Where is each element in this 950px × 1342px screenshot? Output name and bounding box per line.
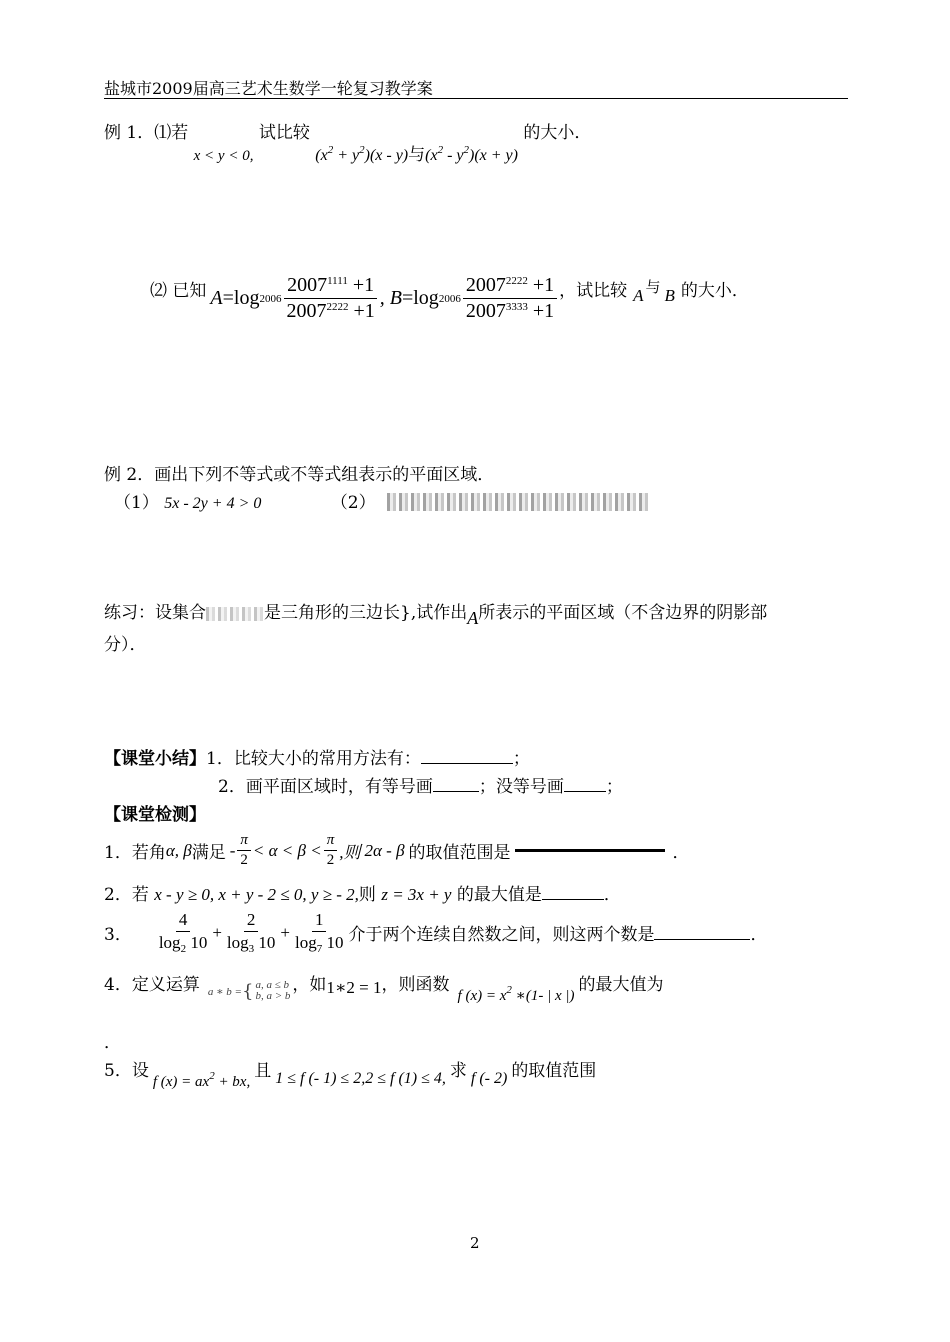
q4-function: f $(x) = x^2$ ∗(1- | x |)	[457, 984, 575, 1004]
fraction-2: $\frac{2007^{2222} +1}{2007^{3333} +1}$	[463, 274, 557, 323]
expr-b: $(x^2 - y^2)(x + y)$	[425, 144, 518, 164]
q4-example: 1∗2 = 1	[326, 978, 382, 997]
q4-definition: a ∗ b = { a, a ≤ b b, a > b	[207, 979, 291, 1002]
question-5: 5． 设 f $(x) = ax^2$ + bx, 且 1 ≤ f (- 1) ≤ 2,2 ≤ f (1) ≤ 4, 求 f (- 2) 的取值范围	[104, 1061, 597, 1090]
var-B: B	[664, 286, 675, 305]
var-A-practice: A	[467, 608, 479, 628]
q3-frac-2: $\frac{2}{\log_3 10}$	[226, 910, 276, 955]
page-number: 2	[470, 1234, 480, 1252]
q2-answer-blank	[542, 899, 604, 900]
condition-expr: x < y < 0,	[193, 148, 254, 164]
summary-blank-2	[433, 791, 479, 792]
yu-text: 与	[408, 145, 426, 165]
item1-expr: 5x - 2y + 4 > 0	[164, 495, 262, 512]
q3-frac-3: $\frac{1}{\log_7 10}$	[294, 910, 344, 955]
part2-suffix: 的大小．	[680, 281, 749, 301]
example2-label: 例 2．画出下列不等式或不等式组表示的平面区域．	[104, 465, 495, 485]
summary-line2: 2．画平面区域时，有等号画 ；没等号画 ；	[218, 777, 623, 797]
question-1: 1． 若角 α, β 满足 - $\frac{\pi}{2}$ < α < β < $\frac{\pi}{2}$ ,则 2α - β 的取值范围是 ．	[104, 832, 690, 869]
header-divider	[104, 98, 848, 99]
var-A: A	[633, 286, 644, 305]
example1-part2	[150, 272, 749, 323]
part2-yu: 与	[645, 278, 661, 296]
summary-blank-1	[421, 763, 513, 764]
part1-prefix: ⑴若	[154, 123, 189, 143]
q1-answer-line	[515, 849, 665, 852]
item2-inequality-system-image	[387, 493, 649, 511]
q5-condition: 1 ≤ f (- 1) ≤ 2,2 ≤ f (1) ≤ 4,	[275, 1070, 446, 1087]
fraction-1: $\frac{2007^{1111} +1}{2007^{2222} +1}$	[283, 274, 377, 323]
summary-heading: 【课堂小结】	[104, 749, 206, 769]
question-2: 2．若 x - y ≥ 0, x + y - 2 ≤ 0, y ≥ - 2,则 z = 3x + y 的最大值是 ．	[104, 885, 621, 905]
part1-suffix: 的大小．	[523, 123, 592, 143]
item1-no: （1）	[114, 493, 159, 513]
practice-line2: 分）．	[104, 635, 147, 655]
practice-line1: 练习：设集合 是三角形的三边长},试作出A所表示的平面区域（不含边界的阴影部	[104, 603, 768, 628]
part2-prefix: ⑵ 已知	[150, 281, 207, 301]
set-definition-image	[206, 607, 264, 621]
q1-expr: 2α - β	[364, 840, 405, 860]
q5-function: f $(x) = ax^2$ + bx,	[152, 1070, 251, 1090]
part1-mid: 试比较	[258, 123, 310, 143]
question-3: 3． $\frac{4}{\log_2 10}$ + $\frac{2}{\log_3 10}$ + $\frac{1}{\log_7 10}$ 介于两个连续自然数之间，则这两个数是 ．	[104, 910, 768, 955]
example1-label: 例 1．	[104, 123, 155, 143]
q1-alpha-beta: α, β	[165, 840, 192, 860]
page-header-title: 盐城市2009届高三艺术生数学一轮复习教学案	[104, 79, 433, 98]
q2-objective: z = 3x + y	[381, 885, 452, 904]
q3-answer-blank	[654, 939, 750, 940]
expr-a: $(x^2 + y^2)(x - y)$	[315, 144, 409, 164]
example1-part1	[104, 118, 592, 165]
check-heading: 【课堂检测】	[104, 805, 206, 825]
summary-blank-3	[564, 791, 606, 792]
q2-constraints: x - y ≥ 0, x + y - 2 ≤ 0, y ≥ - 2,	[154, 885, 359, 904]
log-expr-A: A =log 2006 $\frac{2007^{1111} +1}{2007^{2222} +1}$ , B =log 2006 $\frac{2007^{2222} +1}{2007^{3333} +1}$	[210, 274, 559, 323]
q1-pi-over-2-right: $\frac{\pi}{2}$	[324, 832, 338, 870]
example2-items	[114, 488, 649, 513]
part2-mid: ，试比较	[559, 281, 628, 301]
summary-line1: 【课堂小结】1．比较大小的常用方法有： ；	[104, 749, 530, 769]
item2-no: （2）	[330, 493, 376, 513]
question-4-line2: ．	[104, 1033, 121, 1053]
q5-target: f (- 2)	[470, 1070, 508, 1087]
question-4: 4． 定义运算 a ∗ b = { a, a ≤ b b, a > b ，如 1∗2 = 1 ，则函数 f $(x) = x^2$ ∗(1- | x |) 的最大值为	[104, 975, 664, 1004]
q1-pi-over-2-left: $\frac{\pi}{2}$	[237, 832, 251, 870]
q3-frac-1: $\frac{4}{\log_2 10}$	[158, 910, 208, 955]
